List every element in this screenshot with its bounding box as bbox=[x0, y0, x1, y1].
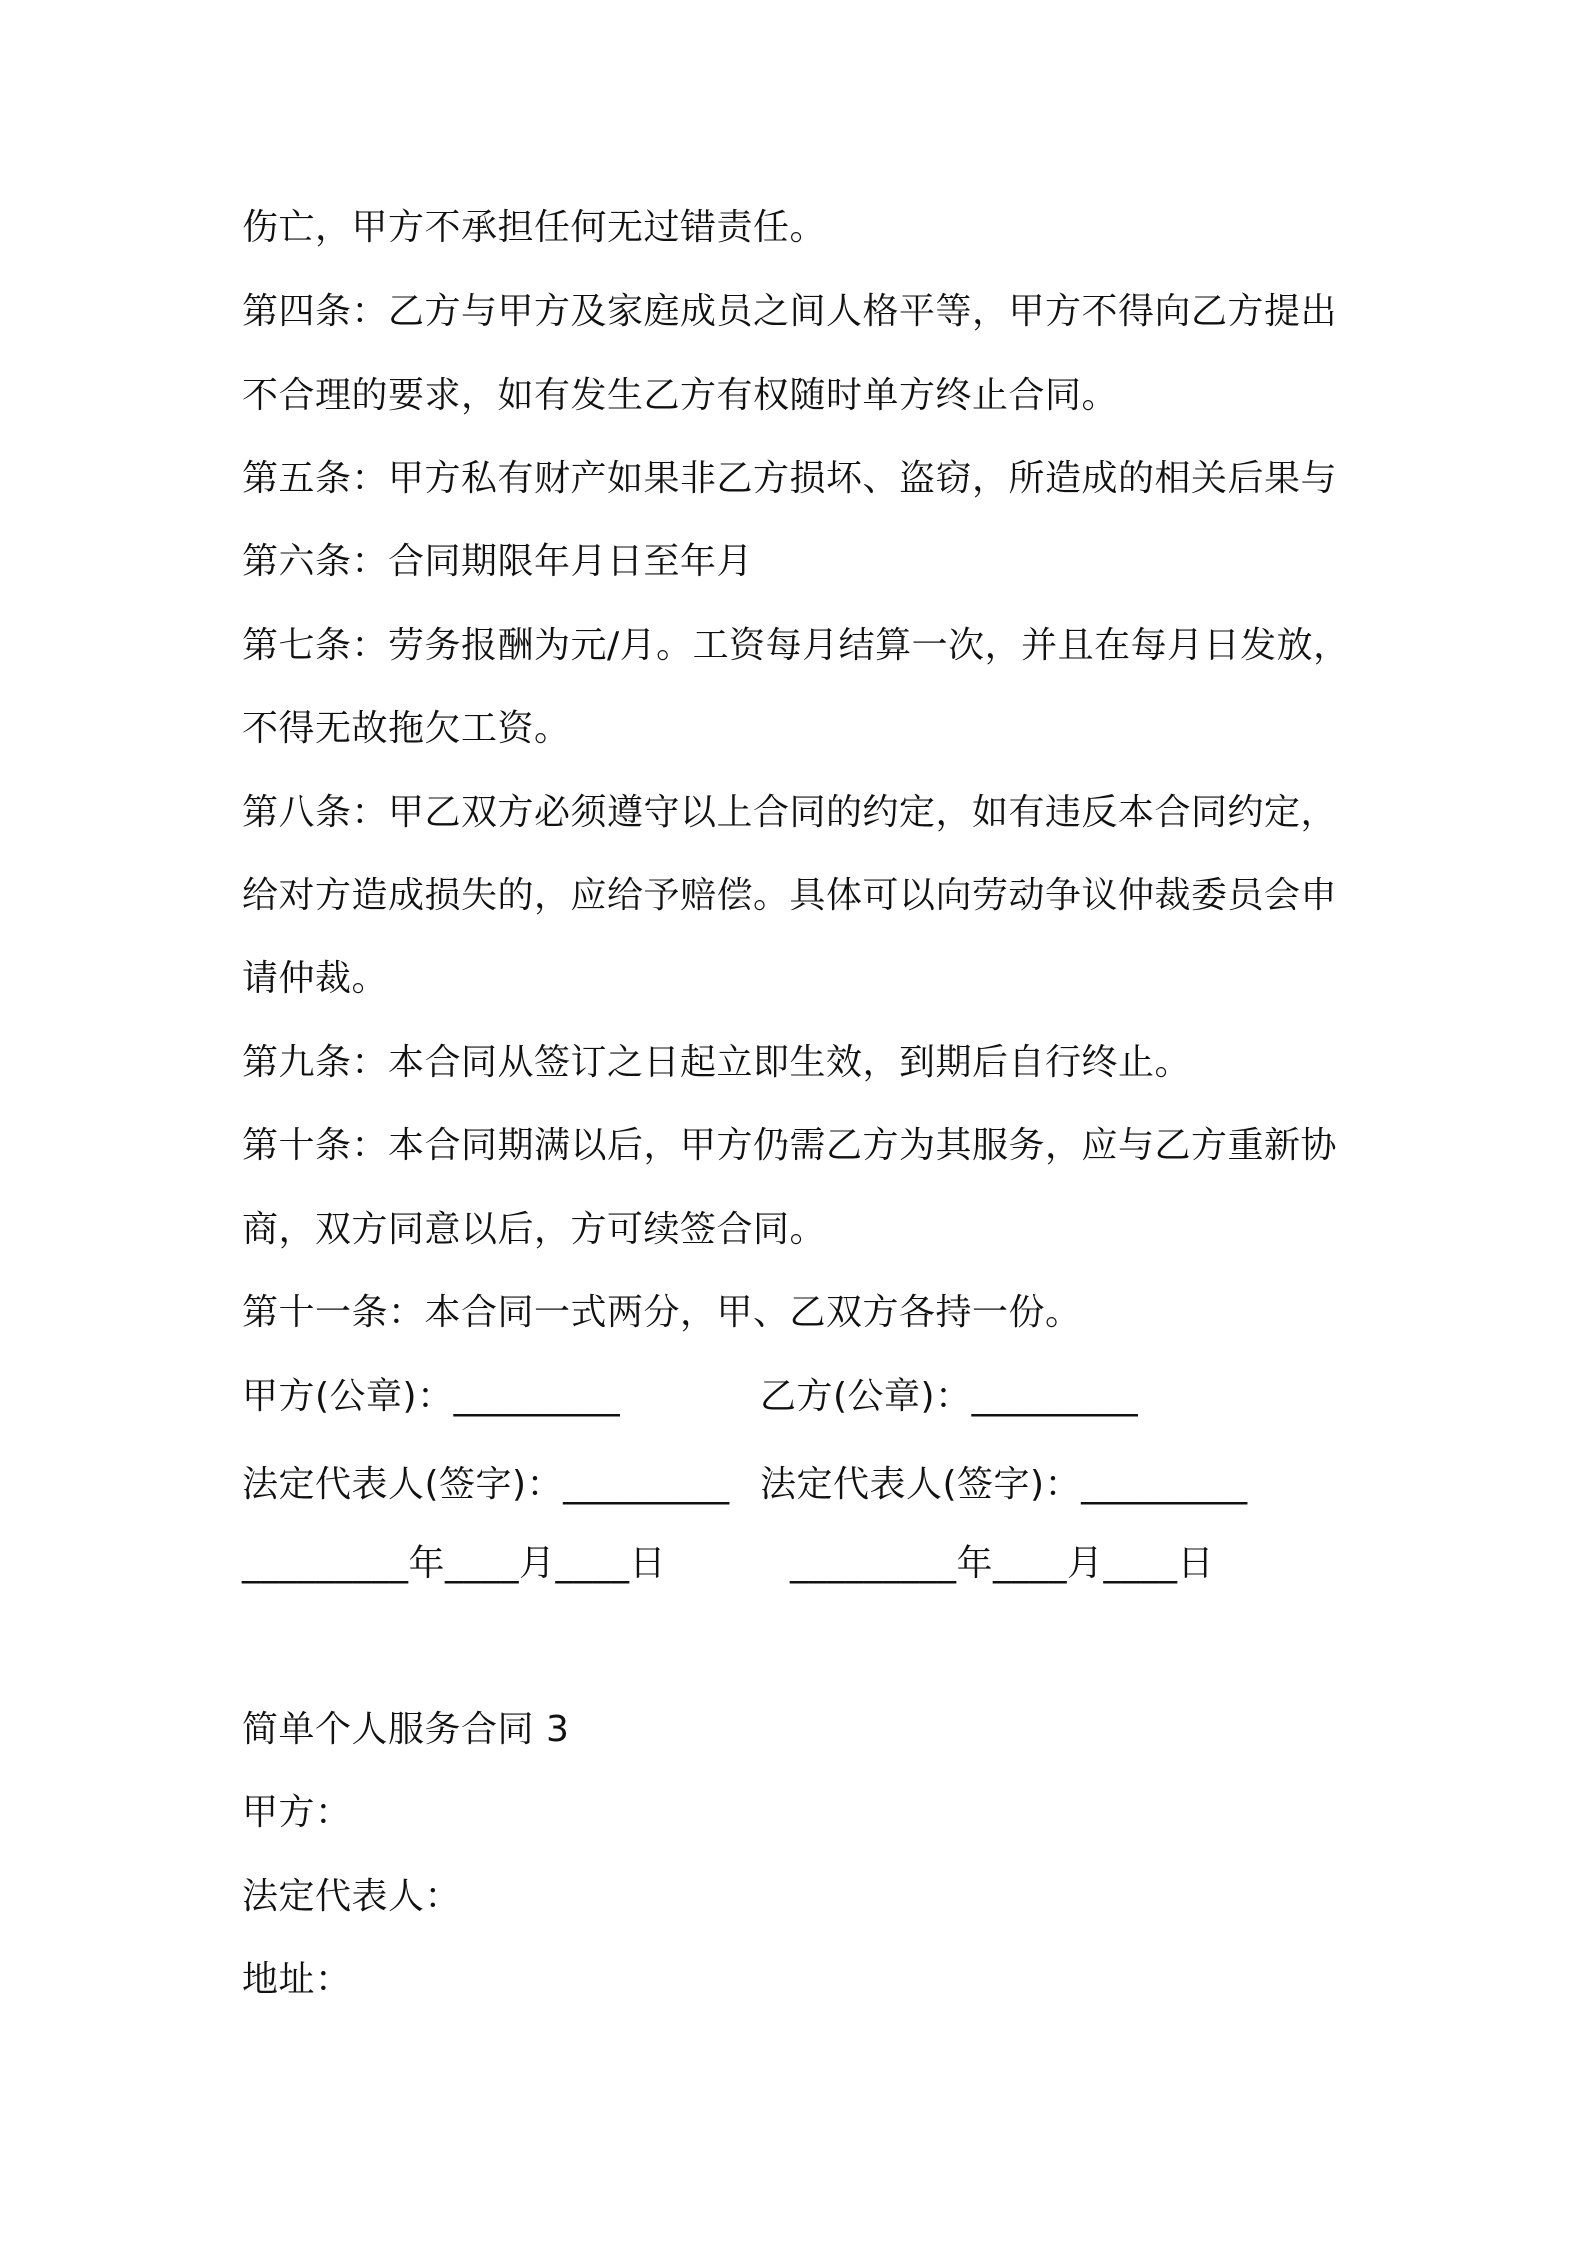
article-6: 第六条：合同期限年月日至年月 bbox=[242, 541, 754, 582]
article-8: 第八条：甲乙双方必须遵守以上合同的约定，如有违反本合同约定， bbox=[242, 792, 1338, 833]
body-line: 不得无故拖欠工资。 bbox=[242, 708, 571, 749]
legal-rep-a: 法定代表人(签字)：_________ bbox=[242, 1464, 730, 1505]
body-line: 伤亡，甲方不承担任何无过错责任。 bbox=[242, 207, 827, 248]
body-line: 商，双方同意以后，方可续签合同。 bbox=[242, 1209, 827, 1250]
body-line: 请仲裁。 bbox=[242, 958, 389, 999]
legal-rep-b: 法定代表人(签字)：_________ bbox=[760, 1464, 1248, 1505]
section-title: 简单个人服务合同 3 bbox=[242, 1709, 570, 1750]
date-b: _________年____月____日 bbox=[790, 1543, 1214, 1584]
party-a-seal: 甲方(公章)：_________ bbox=[242, 1376, 621, 1417]
address-label: 地址： bbox=[242, 1959, 352, 2000]
article-7: 第七条：劳务报酬为元/月。工资每月结算一次，并且在每月日发放， bbox=[242, 625, 1350, 666]
article-5: 第五条：甲方私有财产如果非乙方损坏、盗窃，所造成的相关后果与 bbox=[242, 458, 1338, 499]
article-9: 第九条：本合同从签订之日起立即生效，到期后自行终止。 bbox=[242, 1042, 1192, 1083]
body-line: 不合理的要求，如有发生乙方有权随时单方终止合同。 bbox=[242, 375, 1119, 416]
party-b-seal: 乙方(公章)：_________ bbox=[760, 1376, 1139, 1417]
article-10: 第十条：本合同期满以后，甲方仍需乙方为其服务，应与乙方重新协 bbox=[242, 1125, 1338, 1166]
article-4: 第四条：乙方与甲方及家庭成员之间人格平等，甲方不得向乙方提出 bbox=[242, 291, 1338, 332]
body-line: 给对方造成损失的，应给予赔偿。具体可以向劳动争议仲裁委员会申 bbox=[242, 875, 1338, 916]
legal-rep-label: 法定代表人： bbox=[242, 1876, 462, 1917]
party-a-label: 甲方： bbox=[242, 1792, 352, 1833]
article-11: 第十一条：本合同一式两分，甲、乙双方各持一份。 bbox=[242, 1292, 1082, 1333]
date-a: _________年____月____日 bbox=[242, 1543, 666, 1584]
